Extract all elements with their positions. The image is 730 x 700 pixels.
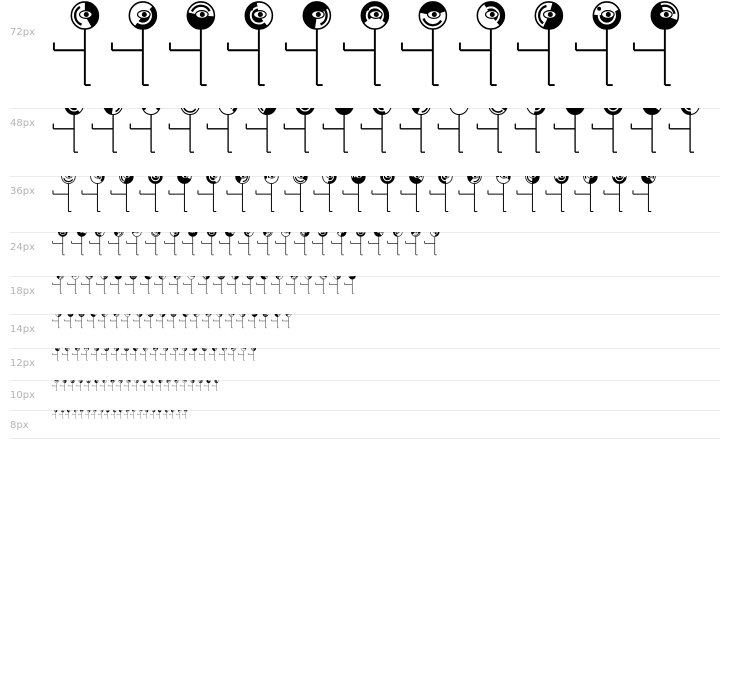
glyph-sample [121,314,133,328]
size-row [10,348,720,381]
glyph-sample [110,314,122,328]
glyph-sample [344,276,359,294]
glyph-sample [213,276,228,294]
size-row [10,0,720,109]
glyph-sample [199,348,209,361]
glyph-sample [170,348,180,361]
glyph-sample [168,108,207,154]
glyph-sample [219,232,238,256]
size-label: 12px [10,358,35,369]
glyph-sample [315,276,330,294]
glyph-sample [242,276,257,294]
glyph-sample [132,380,140,391]
glyph-sample [331,232,350,256]
glyph-sample [72,348,82,361]
glyph-sample [156,314,168,328]
glyph-sample [312,232,331,256]
glyph-sample [553,108,592,154]
glyph-sample [144,314,156,328]
size-label: 10px [10,390,35,401]
glyph-sample [52,276,67,294]
glyph-sample [209,348,219,361]
glyph-sample [168,0,226,87]
glyph-sample [154,276,169,294]
glyph-sample [204,380,212,391]
size-label: 8px [10,420,29,431]
size-row [10,232,720,277]
glyph-sample [148,380,156,391]
glyph-sample [283,108,322,154]
glyph-sample [188,380,196,391]
glyph-sample [458,176,487,213]
glyph-sample [67,276,82,294]
glyph-sample [52,0,110,87]
glyph-sample [212,380,220,391]
glyph-sample [140,276,155,294]
glyph-sample [124,380,132,391]
glyph-sample [52,348,62,361]
glyph-sample [75,314,87,328]
glyph-sample [197,176,226,213]
glyph-sample [516,0,574,87]
glyph-sample [206,108,245,154]
glyph-sample [400,176,429,213]
glyph-sample [62,348,72,361]
glyph-sample [52,380,60,391]
glyph-sample [284,0,342,87]
glyph-sample [130,348,140,361]
glyph-sample [182,410,189,419]
size-label: 48px [10,118,35,129]
glyph-sample [121,348,131,361]
glyph-sample [399,108,438,154]
glyph-sample [226,0,284,87]
size-row [10,276,720,315]
glyph-sample [245,108,284,154]
glyph-sample [98,314,110,328]
glyph-sample [100,380,108,391]
size-row [10,108,720,177]
glyph-sample [156,380,164,391]
glyph-sample [183,276,198,294]
glyph-sample [52,314,64,328]
glyph-sample [257,232,276,256]
glyph-sample [125,276,140,294]
glyph-sample [282,314,294,328]
glyph-sample [87,314,99,328]
glyph-sample [60,380,68,391]
glyph-sample [424,232,443,256]
glyph-sample [313,176,342,213]
glyph-sample [342,0,400,87]
glyph-sample [248,348,258,361]
glyph-sample [126,232,145,256]
glyph-sample [591,108,630,154]
glyph-sample [164,232,183,256]
glyph-sample [52,176,81,213]
glyph-sample [150,348,160,361]
glyph-sample [632,0,690,87]
glyph-sample [630,108,669,154]
glyph-sample [228,348,238,361]
glyph-sample [294,232,313,256]
glyph-sample [52,232,71,256]
glyph-sample [248,314,260,328]
glyph-sample [603,176,632,213]
glyph-sample [129,108,168,154]
glyph-sample [350,232,369,256]
glyph-sample [238,232,257,256]
glyph-sample [164,380,172,391]
size-label: 18px [10,286,35,297]
glyph-sample [371,176,400,213]
glyph-sample [632,176,661,213]
glyph-sample [179,314,191,328]
glyph-sample [52,108,91,154]
glyph-sample [255,176,284,213]
size-label: 14px [10,324,35,335]
glyph-sample [476,108,515,154]
glyph-sample [226,176,255,213]
glyph-sample [400,0,458,87]
glyph-sample [81,348,91,361]
glyph-sample [487,176,516,213]
glyph-sample [437,108,476,154]
glyph-sample [668,108,707,154]
glyph-sample [76,380,84,391]
glyph-sample [96,276,111,294]
glyph-sample [458,0,516,87]
glyph-sample [91,108,130,154]
glyph-sample [145,232,164,256]
glyph-sample [108,232,127,256]
glyph-sample [179,348,189,361]
glyph-sample [227,276,242,294]
glyph-sample [190,314,202,328]
glyph-sample [140,380,148,391]
glyph-sample [271,276,286,294]
glyph-sample [271,314,283,328]
glyph-sample [133,314,145,328]
size-row [10,176,720,233]
glyph-sample [180,380,188,391]
glyph-sample [84,380,92,391]
glyph-sample [387,232,406,256]
glyph-sample [91,348,101,361]
glyph-sample [140,348,150,361]
glyph-sample [405,232,424,256]
size-row [10,380,720,411]
glyph-sample [198,276,213,294]
glyph-sample [514,108,553,154]
glyph-sample [172,380,180,391]
glyph-sample [300,276,315,294]
glyph-sample [322,108,361,154]
glyph-sample [329,276,344,294]
glyph-sample [81,176,110,213]
glyph-sample [64,314,76,328]
glyph-sample [286,276,301,294]
glyph-sample [516,176,545,213]
glyph-sample [169,276,184,294]
glyph-sample [259,314,271,328]
glyph-sample [368,232,387,256]
glyph-sample [116,380,124,391]
glyph-sample [202,314,214,328]
size-row [10,410,720,439]
glyph-sample [219,348,229,361]
glyph-sample [108,380,116,391]
glyph-sample [225,314,237,328]
glyph-sample [238,348,248,361]
glyph-sample [213,314,225,328]
glyph-sample [275,232,294,256]
size-label: 72px [10,27,35,38]
glyph-sample [139,176,168,213]
glyph-sample [256,276,271,294]
glyph-sample [68,380,76,391]
glyph-sample [167,314,179,328]
glyph-sample [101,348,111,361]
glyph-sample [429,176,458,213]
size-label: 36px [10,186,35,197]
glyph-sample [196,380,204,391]
glyph-sample [110,176,139,213]
glyph-sample [342,176,371,213]
glyph-sample [110,0,168,87]
glyph-sample [81,276,96,294]
glyph-sample [574,0,632,87]
glyph-sample [89,232,108,256]
glyph-sample [182,232,201,256]
glyph-sample [92,380,100,391]
glyph-sample [71,232,90,256]
glyph-sample [110,276,125,294]
glyph-sample [574,176,603,213]
glyph-sample [284,176,313,213]
glyph-sample [360,108,399,154]
size-row [10,314,720,349]
glyph-sample [168,176,197,213]
glyph-sample [236,314,248,328]
size-label: 24px [10,242,35,253]
glyph-sample [111,348,121,361]
glyph-sample [189,348,199,361]
glyph-sample [545,176,574,213]
glyph-sample [160,348,170,361]
glyph-sample [201,232,220,256]
